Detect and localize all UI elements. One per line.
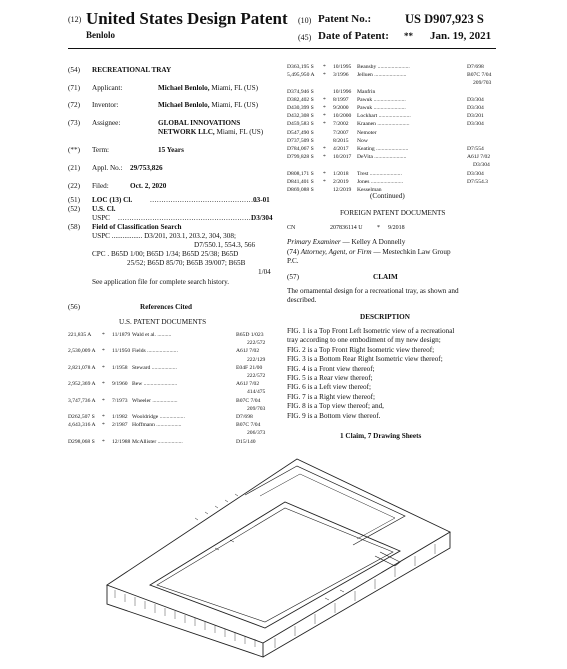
kind-code-12: (12) [68, 15, 82, 24]
ref-name: Kesselman [357, 187, 382, 193]
ref-class-secondary: D3/304 [473, 162, 490, 169]
primary-examiner: Primary Examiner — Kelley A Donnelly [287, 238, 406, 246]
ref-number: D298,068 S [68, 438, 95, 445]
ref-class: D3/304 [467, 170, 484, 177]
ref-date: 2/1987 [112, 422, 128, 429]
inventor-short-name: Benlolo [86, 30, 116, 40]
ref-date: 1/2018 [333, 170, 349, 177]
date-of-patent: Jan. 19, 2021 [430, 30, 492, 42]
ref-date: 2/2019 [333, 178, 349, 185]
code-term: (**) [68, 146, 80, 154]
ref-number: D432,308 S [287, 113, 314, 120]
tray-rim-texture [195, 494, 344, 600]
description-line: FIG. 8 is a Top view thereof; and, [287, 402, 384, 411]
ref-number: 3,747,736 A [68, 397, 96, 404]
ref-class: D7/554.3 [467, 178, 488, 185]
ref-date: 8/1997 [333, 96, 349, 103]
assignee-label: Assignee: [92, 119, 121, 127]
description-line: FIG. 1 is a Top Front Left Isometric view of a recreational [287, 327, 455, 335]
code-72: (72) [68, 101, 80, 109]
field-of-search-label: Field of Classification Search [92, 223, 182, 231]
patent-no-label: Patent No.: [318, 13, 372, 25]
ref-class: D7/554 [467, 146, 484, 152]
foreign-doc-date: 9/2018 [388, 225, 405, 231]
ref-date: 12/2019 [333, 187, 352, 193]
ref-number: D363,195 S [287, 64, 314, 70]
kind-code-10: (10) [298, 16, 312, 25]
ref-name: Manfrin [357, 88, 376, 95]
document-title: United States Design Patent [86, 9, 288, 28]
tray-outline [107, 459, 450, 657]
ref-star: * [102, 414, 105, 420]
description-line: FIG. 2 is a Top Front Right Isometric view thereof; [287, 345, 435, 354]
description-line: FIG. 5 is a Rear view thereof; [287, 374, 373, 383]
description-line: FIG. 6 is a Left view thereof; [287, 383, 372, 392]
ref-name: Bew ........................ [132, 381, 178, 388]
ref-class: D15/140 [236, 438, 256, 445]
description-lines [287, 327, 499, 421]
ref-date: 7/2007 [333, 129, 349, 136]
ref-name: Jelluen ....................... [357, 72, 407, 79]
ref-name: Steward .................. [132, 364, 177, 371]
ref-number: D869,088 S [287, 187, 314, 193]
ref-name: DeVita ....................... [357, 154, 407, 161]
ref-star: * [323, 154, 326, 161]
ref-class: A61J 7/02 [236, 348, 260, 355]
ref-name: Hoffmann .................. [132, 422, 182, 429]
attorney-line1: (74) Attorney, Agent, or Firm — Mestechkin Law Group [287, 248, 451, 256]
ref-class-secondary: 209/703 [247, 405, 266, 412]
applicant-label: Applicant: [92, 84, 123, 92]
ref-number: D459,583 S [287, 121, 314, 128]
date-of-patent-label: Date of Patent: [318, 30, 389, 42]
code-57: (57) [287, 273, 299, 281]
code-58: (58) [68, 223, 80, 231]
ref-name: Jones ....................... [357, 178, 403, 185]
code-52: (52) [68, 205, 80, 213]
ref-number: D262,507 S [68, 414, 95, 420]
ref-star: * [323, 64, 326, 70]
ref-date: 7/2002 [333, 121, 349, 128]
ref-number: 4,643,316 A [68, 422, 96, 429]
ref-name: Lockhart ....................... [357, 113, 411, 120]
ref-date: 10/1996 [333, 88, 352, 95]
ref-number: 221,835 A [68, 332, 92, 338]
ref-class: B07C 7/04 [236, 422, 261, 429]
ref-name: Keating ....................... [357, 146, 409, 152]
foreign-doc-country: CN [287, 225, 296, 231]
ref-date: 4/2017 [333, 146, 349, 152]
ref-number: D784,067 S [287, 146, 314, 152]
foreign-docs-title: FOREIGN PATENT DOCUMENTS [340, 209, 446, 217]
ref-number: D808,171 S [287, 170, 314, 177]
tray-inner-recess [150, 502, 400, 628]
ref-number: 2,530,009 A [68, 348, 96, 355]
ref-name: Beansby ....................... [357, 64, 410, 70]
foreign-doc-number: 207836114 U [330, 225, 363, 231]
ref-date: 9/1960 [112, 381, 128, 388]
ref-number: 2,952,369 A [68, 381, 96, 388]
code-51: (51) [68, 196, 80, 204]
uspc-dots: ........................................................... [118, 214, 254, 222]
ref-star: * [102, 332, 105, 338]
assignee-name-line1: GLOBAL INNOVATIONS [158, 119, 241, 127]
ref-class: B65D 1/023 [236, 332, 264, 338]
ref-star: * [102, 422, 105, 429]
loc-label: LOC (13) Cl. [92, 196, 133, 204]
ref-name: Wheeler .................. [132, 397, 178, 404]
ref-number: D374,946 S [287, 88, 314, 95]
ref-number: D382,402 S [287, 96, 314, 103]
filed-label: Filed: [92, 182, 109, 190]
tray-top-outline [107, 459, 450, 643]
filed-value: Oct. 2, 2020 [130, 182, 167, 190]
claim-text-line1: The ornamental design for a recreational tray, as shown and [287, 287, 459, 295]
tray-right-front-side [263, 532, 450, 657]
ref-star: * [102, 348, 105, 355]
header-rule [68, 48, 496, 49]
ref-star: * [323, 178, 326, 185]
ref-number: 5,495,950 A [287, 72, 315, 79]
ref-star: * [102, 397, 105, 404]
uspc-search-line1: USPC ................. D3/201, 203.1, 203.2, 304, 308; [92, 232, 236, 240]
description-line: tray according to one embodiment of my new design; [287, 336, 441, 345]
ref-date: 1/1982 [112, 414, 128, 420]
ref-class-secondary: 222/572 [247, 340, 266, 347]
ref-date: 10/2000 [333, 113, 352, 120]
ref-date: 10/2017 [333, 154, 352, 161]
see-application-note: See application file for complete search history. [92, 278, 230, 286]
continued-note: (Continued) [370, 192, 405, 200]
ref-class: E04F 21/00 [236, 364, 263, 371]
description-line: FIG. 9 is a Bottom view thereof. [287, 411, 381, 420]
ref-name: Fields ...................... [132, 348, 178, 355]
ref-date: 12/1988 [112, 438, 131, 445]
ref-class: B07C 7/04 [467, 72, 492, 79]
ref-date: 10/1995 [333, 64, 352, 70]
ref-date: 7/1973 [112, 397, 128, 404]
applicant-value: Michael Benlolo, Miami, FL (US) [158, 84, 258, 92]
code-54: (54) [68, 66, 80, 74]
cpc-line1: CPC . B65D 1/00; B65D 1/34; B65D 25/38; B65D [92, 250, 239, 258]
ref-star: * [323, 105, 326, 111]
ref-class: D3/304 [467, 121, 484, 128]
ref-number: D547,490 S [287, 129, 314, 136]
description-line: FIG. 4 is a Front view thereof; [287, 364, 375, 373]
inventor-value: Michael Benlolo, Miami, FL (US) [158, 101, 258, 109]
ref-star: * [323, 72, 326, 79]
ref-star: * [323, 146, 326, 152]
ref-class: A61J 7/02 [236, 381, 260, 388]
ref-class-secondary: 414/475 [247, 389, 266, 396]
ref-name: Wooldridge .................. [132, 414, 185, 420]
attorney-line2: P.C. [287, 257, 299, 265]
ref-number: D799,828 S [287, 154, 314, 161]
code-71: (71) [68, 84, 80, 92]
claim-title: CLAIM [373, 273, 398, 281]
uspc-value: D3/304 [251, 214, 273, 222]
uspc-label: USPC [92, 214, 110, 222]
ref-name: Trest ....................... [357, 170, 402, 177]
invention-title: RECREATIONAL TRAY [92, 66, 172, 74]
ref-name: Kraanen ....................... [357, 121, 410, 128]
tray-rear-compartment-inner [260, 474, 395, 539]
ref-star: * [323, 96, 326, 103]
claims-drawings-summary: 1 Claim, 7 Drawing Sheets [340, 432, 422, 440]
ref-date: 1/1958 [112, 364, 128, 371]
ref-class: D7/698 [467, 64, 484, 70]
references-cited-title: References Cited [140, 303, 192, 311]
us-cl-label: U.S. Cl. [92, 205, 116, 213]
appl-no-value: 29/753,826 [130, 164, 163, 172]
ref-date: 11/1950 [112, 348, 131, 355]
description-line: FIG. 7 is a Right view thereof; [287, 392, 376, 401]
ref-number: D841,401 S [287, 178, 314, 185]
appl-no-label: Appl. No.: [92, 164, 123, 172]
description-title: DESCRIPTION [360, 313, 410, 321]
inventor-label: Inventor: [92, 101, 119, 109]
ref-class-secondary: 222/572 [247, 373, 266, 379]
loc-dots: ............................................... [150, 196, 258, 204]
cpc-line2: 25/52; B65D 85/70; B65B 39/007; B65B [127, 259, 246, 267]
code-56: (56) [68, 303, 80, 311]
ref-star: * [102, 364, 105, 371]
term-stars: ** [404, 31, 413, 41]
description-line: FIG. 3 is a Bottom Rear Right Isometric view thereof; [287, 355, 443, 364]
ref-class-secondary: 209/703 [473, 80, 492, 87]
term-value: 15 Years [158, 146, 184, 154]
ref-star: * [102, 438, 105, 445]
ref-number: D430,399 S [287, 105, 314, 111]
us-patent-docs-title: U.S. PATENT DOCUMENTS [119, 318, 207, 326]
ref-star: * [102, 381, 105, 388]
code-73: (73) [68, 119, 80, 127]
ref-class: B07C 7/04 [236, 397, 261, 404]
ref-class: A61J 7/02 [467, 154, 491, 161]
patent-number: US D907,923 S [405, 12, 484, 26]
cpc-line3: 1/04 [258, 268, 271, 276]
ref-class: D7/698 [236, 414, 253, 420]
ref-class: D3/201 [467, 113, 484, 120]
code-22: (22) [68, 182, 80, 190]
assignee-name-line2: NETWORK LLC, Miami, FL (US) [158, 128, 264, 136]
loc-value: 03-01 [253, 196, 270, 204]
ref-name: Wald et al. .......... [132, 332, 172, 338]
ref-date: 3/1996 [333, 72, 349, 79]
ref-number: D737,509 S [287, 137, 314, 144]
ref-star: * [323, 113, 326, 120]
ref-number: 2,821,078 A [68, 364, 96, 371]
recreational-tray-drawing [95, 448, 465, 658]
uspc-search-line2: D7/550.1, 554.3, 566 [194, 241, 256, 249]
ref-star: * [323, 170, 326, 177]
ref-date: 11/1879 [112, 332, 131, 338]
ref-name: McAllister .................. [132, 438, 183, 445]
ref-class: D3/304 [467, 105, 484, 111]
ref-name: Nemoter [357, 129, 377, 136]
ref-date: 8/2015 [333, 137, 349, 144]
ref-name: Pawuk ....................... [357, 105, 406, 111]
ref-name: Pawuk ....................... [357, 96, 406, 103]
ref-star: * [323, 121, 326, 128]
code-21: (21) [68, 164, 80, 172]
ref-class: D3/304 [467, 96, 484, 103]
tray-recess-floor [157, 508, 393, 622]
term-label: Term: [92, 146, 110, 154]
ref-class-secondary: 222/129 [247, 356, 266, 363]
tray-right-shading [275, 544, 435, 648]
ref-class-secondary: 206/373 [247, 430, 266, 437]
claim-text-line2: described. [287, 296, 317, 304]
foreign-doc-star: * [377, 225, 380, 231]
kind-code-45: (45) [298, 33, 312, 42]
ref-date: 9/2000 [333, 105, 349, 111]
ref-name: Now [357, 137, 368, 144]
